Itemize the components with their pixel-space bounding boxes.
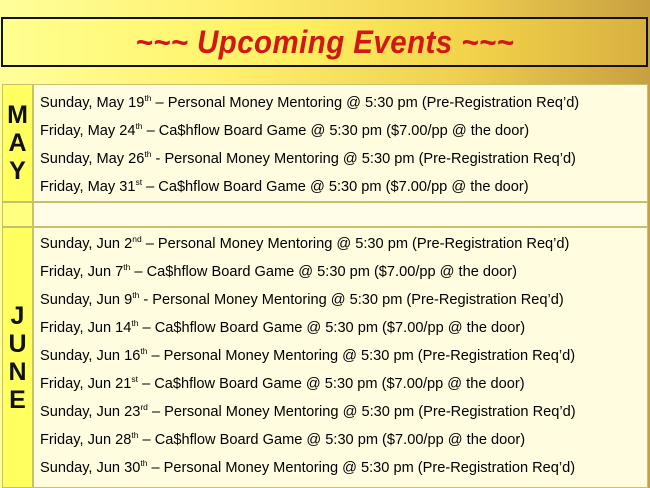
month-june-events — [33, 227, 648, 488]
month-letter: Y — [9, 157, 26, 185]
event-item: Friday, Jun 14th – Ca$hflow Board Game @ 5:30 pm ($7.00/pp @ the door) — [40, 318, 526, 336]
month-june-cell — [2, 227, 33, 488]
event-item: Friday, May 31st – Ca$hflow Board Game @ 5:30 pm ($7.00/pp @ the door) — [40, 177, 529, 195]
month-may-events — [33, 84, 648, 202]
spacer-cell — [2, 202, 33, 227]
month-may-cell — [2, 84, 33, 202]
month-letter: J — [10, 301, 25, 330]
event-item: Sunday, May 19th – Personal Money Mentoring @ 5:30 pm (Pre-Registration Req’d) — [40, 93, 580, 111]
page-title: ~~~ Upcoming Events ~~~ — [135, 23, 514, 60]
event-item: Sunday, Jun 2nd – Personal Money Mentoring @ 5:30 pm (Pre-Registration Req’d) — [40, 234, 570, 252]
title-banner — [1, 17, 648, 67]
spacer-cell — [33, 202, 648, 227]
event-item: Sunday, Jun 16th – Personal Money Mentoring @ 5:30 pm (Pre-Registration Req’d) — [40, 346, 576, 364]
event-item: Sunday, Jun 9th - Personal Money Mentoring @ 5:30 pm (Pre-Registration Req’d) — [40, 290, 564, 308]
month-letter: M — [7, 101, 28, 129]
events-table — [2, 84, 648, 488]
event-item: Sunday, Jun 30th – Personal Money Mentoring @ 5:30 pm (Pre-Registration Req’d) — [40, 458, 576, 476]
month-letter: E — [9, 385, 26, 414]
event-item: Friday, Jun 21st – Ca$hflow Board Game @ 5:30 pm ($7.00/pp @ the door) — [40, 374, 525, 392]
event-item: Sunday, Jun 23rd – Personal Money Mentoring @ 5:30 pm (Pre-Registration Req’d) — [40, 402, 576, 420]
event-item: Sunday, May 26th - Personal Money Mentoring @ 5:30 pm (Pre-Registration Req’d) — [40, 149, 576, 167]
event-item: Friday, May 24th – Ca$hflow Board Game @ 5:30 pm ($7.00/pp @ the door) — [40, 121, 530, 139]
event-item: Friday, Jun 28th – Ca$hflow Board Game @ 5:30 pm ($7.00/pp @ the door) — [40, 430, 526, 448]
month-letter: A — [8, 129, 27, 157]
month-letter: N — [8, 357, 27, 386]
month-letter: U — [8, 329, 27, 358]
event-item: Friday, Jun 7th – Ca$hflow Board Game @ 5:30 pm ($7.00/pp @ the door) — [40, 262, 517, 280]
